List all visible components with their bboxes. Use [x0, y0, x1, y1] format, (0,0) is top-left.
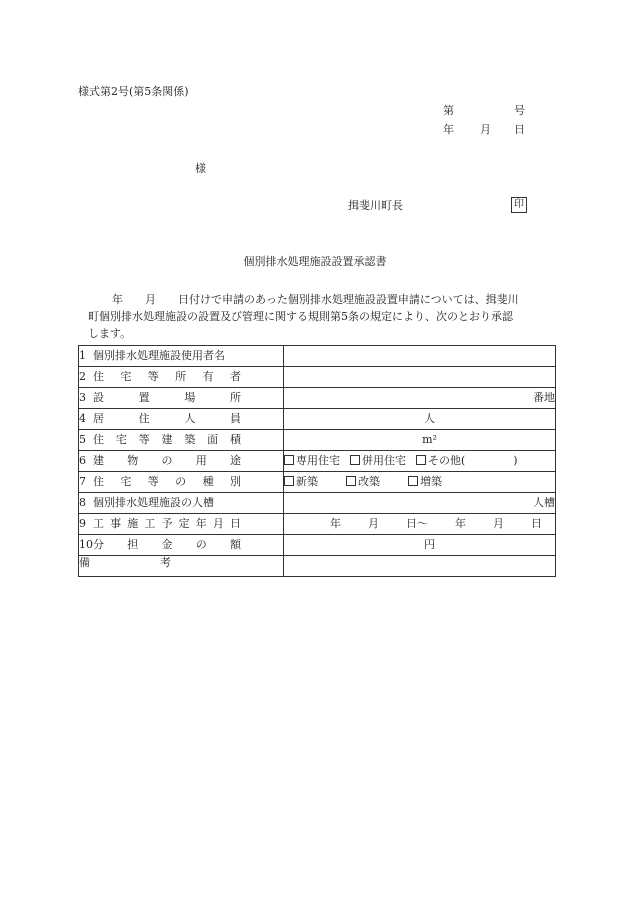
checkbox-icon[interactable] [346, 476, 356, 486]
table-row [79, 367, 556, 388]
type-option[interactable]: 増築 [408, 475, 442, 489]
row-number: 9 [79, 517, 86, 530]
row-label-cell [79, 472, 284, 493]
type-option[interactable]: 新築 [284, 475, 318, 489]
row-value-cell[interactable] [284, 346, 556, 367]
row-number: 6 [79, 454, 86, 467]
row-value-cell[interactable] [284, 367, 556, 388]
row-value-cell[interactable] [284, 535, 556, 556]
checkbox-icon[interactable] [350, 455, 360, 465]
row-label: 設 置 場 所 [93, 391, 241, 404]
body-line-2: 町個別排水処理施設の設置及び管理に関する規則第5条の規定により、次のとおり承認 [88, 310, 513, 323]
row-label-cell [79, 535, 284, 556]
checkbox-icon[interactable] [416, 455, 426, 465]
doc-number-gou: 号 [514, 104, 525, 117]
row-label-cell [79, 367, 284, 388]
row-value-cell[interactable] [284, 493, 556, 514]
table-row [79, 430, 556, 451]
row-value: 円 [424, 538, 435, 551]
row-label-cell [79, 451, 284, 472]
form-number: 様式第2号(第5条関係) [78, 85, 189, 98]
row-number: 8 [79, 496, 86, 509]
row-number: 4 [79, 412, 86, 425]
row-value-cell[interactable] [284, 430, 556, 451]
table-row [79, 514, 556, 535]
row-value-cell[interactable] [284, 514, 556, 535]
body-line-3: します。 [88, 327, 132, 340]
remarks-row [79, 556, 556, 577]
row-value-cell[interactable] [284, 388, 556, 409]
row-label-cell [79, 346, 284, 367]
usage-close-paren: ) [513, 454, 518, 467]
row-value-cell[interactable] [284, 451, 556, 472]
table-row [79, 346, 556, 367]
checkbox-icon[interactable] [408, 476, 418, 486]
table-row [79, 472, 556, 493]
row-label: 工 事 施 工 予 定 年 月 日 [93, 517, 241, 530]
table-row [79, 535, 556, 556]
issue-date-year: 年 [443, 123, 454, 136]
type-option[interactable]: 改築 [346, 475, 380, 489]
row-value: 人 [424, 412, 435, 425]
table-row [79, 451, 556, 472]
table-row [79, 409, 556, 430]
checkbox-icon[interactable] [284, 476, 294, 486]
remarks-value-cell[interactable] [284, 556, 556, 577]
row-value: 人槽 [533, 496, 555, 509]
row-label: 住 宅 等 所 有 者 [93, 370, 241, 383]
page-title: 個別排水処理施設設置承認書 [243, 255, 387, 268]
usage-option[interactable]: 併用住宅 [350, 454, 406, 468]
row-number: 10 [79, 538, 93, 551]
approval-table [78, 345, 556, 577]
checkbox-icon[interactable] [284, 455, 294, 465]
body-line-1: 年 月 日付けで申請のあった個別排水処理施設設置申請については、揖斐川 [112, 293, 519, 306]
row-label: 建 物 の 用 途 [93, 454, 241, 467]
row-label: 個別排水処理施設使用者名 [93, 349, 225, 362]
row-number: 1 [79, 349, 86, 362]
row-label: 個別排水処理施設の人槽 [93, 496, 214, 509]
row-number: 7 [79, 475, 86, 488]
row-value-cell[interactable] [284, 409, 556, 430]
issue-date-month: 月 [480, 123, 491, 136]
row-value: m² [422, 433, 437, 446]
addressee-suffix: 様 [195, 162, 206, 175]
remarks-label: 備 考 [79, 556, 171, 569]
usage-option[interactable]: 専用住宅 [284, 454, 340, 468]
row-label: 居 住 人 員 [93, 412, 241, 425]
table-row [79, 493, 556, 514]
row-label: 住 宅 等 建 築 面 積 [93, 433, 241, 446]
row-label-cell [79, 409, 284, 430]
seal-mark: 印 [511, 197, 527, 213]
row-number: 5 [79, 433, 86, 446]
row-label-cell [79, 514, 284, 535]
body-paragraph [88, 291, 550, 308]
issuer: 揖斐川町長 [348, 199, 403, 212]
row-label-cell [79, 388, 284, 409]
table-row [79, 388, 556, 409]
row-value-cell[interactable] [284, 472, 556, 493]
issue-date-day: 日 [514, 123, 525, 136]
row-number: 3 [79, 391, 86, 404]
row-value: 番地 [533, 391, 555, 404]
row-label: 住 宅 等 の 種 別 [93, 475, 241, 488]
row-label-cell [79, 430, 284, 451]
row-label: 分 担 金 の 額 [93, 538, 241, 551]
remarks-label-cell [79, 556, 284, 577]
row-label-cell [79, 493, 284, 514]
doc-number-dai: 第 [443, 104, 454, 117]
schedule-dates: 年 月 日～ 年 月 日 [330, 517, 542, 530]
usage-option[interactable]: その他( [416, 454, 465, 468]
row-number: 2 [79, 370, 86, 383]
